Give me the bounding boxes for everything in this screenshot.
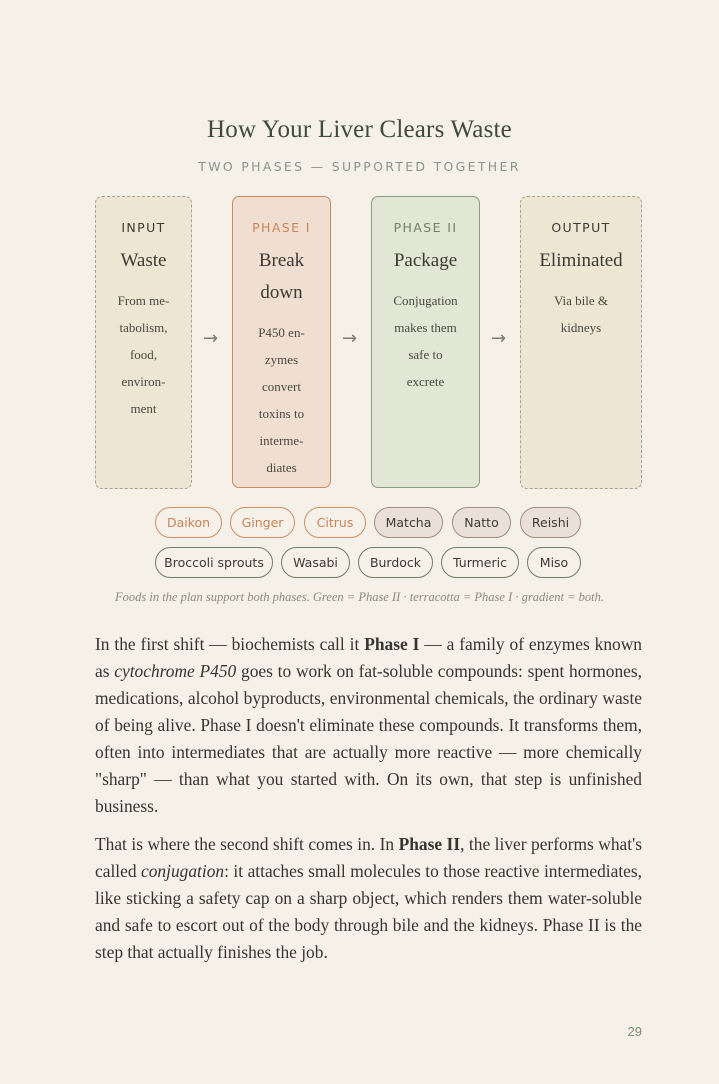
output-label: OUTPUT bbox=[551, 220, 611, 235]
food-pill: Turmeric bbox=[441, 547, 519, 578]
arrow-icon: → bbox=[203, 328, 219, 349]
output-heading: Eliminated bbox=[539, 250, 623, 271]
output-box bbox=[520, 196, 642, 489]
phase-one-label: PHASE I bbox=[252, 220, 311, 235]
output-description: Via bile & kidneys bbox=[553, 293, 609, 335]
food-pill: Citrus bbox=[304, 507, 366, 538]
food-pill: Matcha bbox=[374, 507, 443, 538]
input-description: From me- tabolism, food, environ- ment bbox=[117, 293, 170, 416]
food-pill: Burdock bbox=[358, 547, 433, 578]
food-pill: Broccoli sprouts bbox=[155, 547, 273, 578]
page-number: 29 bbox=[627, 1024, 642, 1039]
phase-two-box bbox=[371, 196, 480, 488]
food-pill: Daikon bbox=[155, 507, 222, 538]
input-box bbox=[95, 196, 192, 489]
phase-two-description: Conjugation makes them safe to excrete bbox=[393, 293, 458, 389]
phase-one-box bbox=[232, 196, 331, 488]
diagram-title: How Your Liver Clears Waste bbox=[207, 116, 512, 143]
diagram-caption: Foods in the plan support both phases. Green = Phase II · terracotta = Phase I · gradient = both. bbox=[114, 590, 605, 604]
phase-two-heading: Package bbox=[393, 250, 458, 271]
food-pill: Wasabi bbox=[281, 547, 350, 578]
food-pill: Natto bbox=[452, 507, 511, 538]
body-paragraph-2: That is where the second shift comes in. In Phase II, the liver performs what's called conjugation: it attaches small molecules to those reactive intermediates, like sticking a safety cap on a sharp object, which renders them water-soluble and safe to escort out of the body through bile and the kidneys. Phase II is the step that actually finishes the job. bbox=[95, 834, 642, 962]
food-pill: Ginger bbox=[230, 507, 295, 538]
phase-one-heading: Break down bbox=[258, 250, 305, 303]
food-pill: Reishi bbox=[520, 507, 581, 538]
body-paragraph-1: In the first shift — biochemists call it Phase I — a family of enzymes known as cytochrome P450 goes to work on fat-soluble compounds: spent hormones, medications, alcohol byproducts, environmental chemicals, the ordinary waste of being alive. Phase I doesn't eliminate these compounds. It transforms them, often into intermediates that are actually more reactive — more chemically "sharp" — than what you started with. On its own, that step is unfinished business. bbox=[95, 634, 643, 816]
arrow-icon: → bbox=[342, 328, 358, 349]
phase-one-description: P450 en- zymes convert toxins to interme- diates bbox=[258, 325, 305, 475]
input-heading: Waste bbox=[120, 250, 167, 271]
input-label: INPUT bbox=[121, 220, 166, 235]
diagram-subtitle: TWO PHASES — SUPPORTED TOGETHER bbox=[198, 159, 521, 174]
food-pill: Miso bbox=[527, 547, 581, 578]
phase-two-label: PHASE II bbox=[393, 220, 458, 235]
arrow-icon: → bbox=[491, 328, 507, 349]
